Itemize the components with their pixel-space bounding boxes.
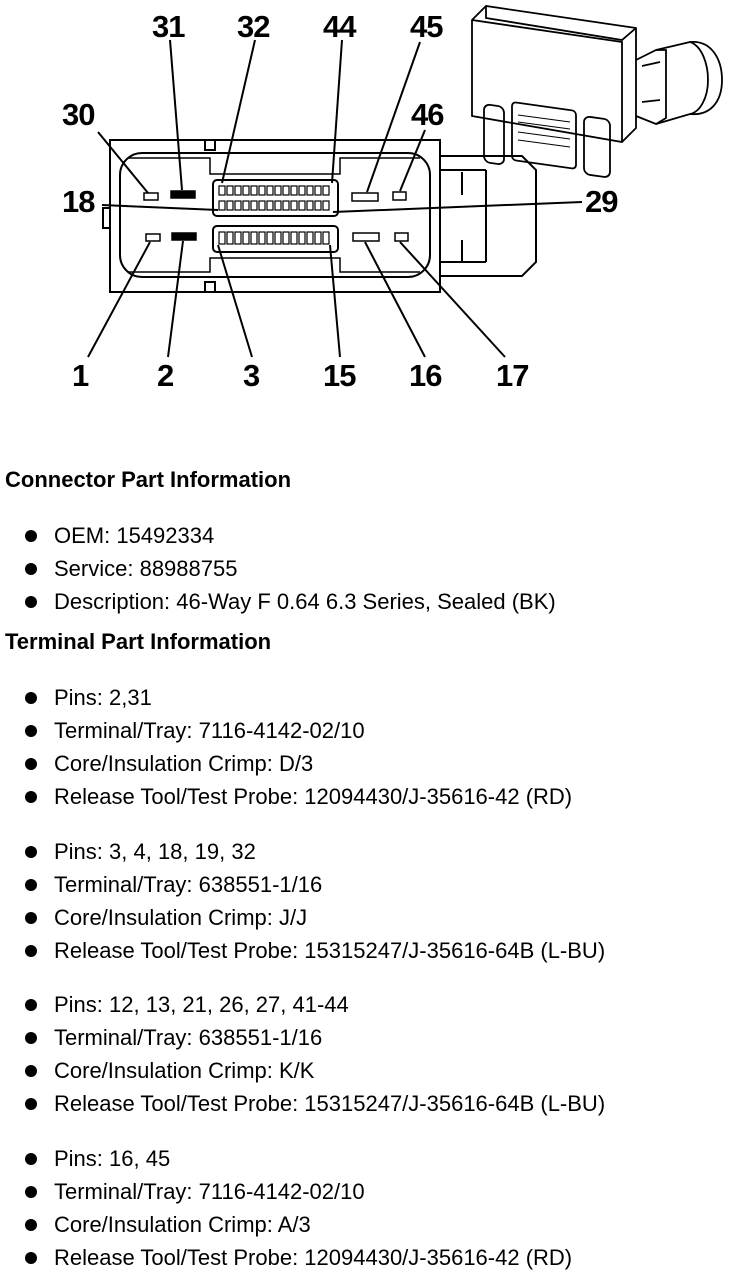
pin-cavity [323, 186, 329, 195]
list-item: Release Tool/Test Probe: 15315247/J-35616-64B (L-BU) [0, 1087, 605, 1120]
pin-cavity [259, 232, 265, 244]
pin-cavity [323, 201, 329, 210]
list-item: Core/Insulation Crimp: J/J [0, 901, 605, 934]
list-item: Pins: 2,31 [0, 681, 572, 714]
pin-cavity [291, 186, 297, 195]
cavity-30 [144, 193, 158, 200]
pin-cavity [235, 232, 241, 244]
pin-cavity [259, 186, 265, 195]
leader-32 [222, 40, 255, 183]
list-item: Core/Insulation Crimp: A/3 [0, 1208, 572, 1241]
pin-cavity [291, 232, 297, 244]
pin-cavity [267, 232, 273, 244]
pin-cavity [299, 232, 305, 244]
pin-cavity [235, 201, 241, 210]
left-tab [103, 208, 110, 228]
list-item: Description: 46-Way F 0.64 6.3 Series, Sealed (BK) [0, 585, 556, 618]
list-item: Pins: 3, 4, 18, 19, 32 [0, 835, 605, 868]
terminal-group-3 [0, 988, 605, 1120]
notch-bottom [205, 282, 215, 292]
leader-2 [168, 241, 183, 357]
terminal-group-1 [0, 681, 572, 813]
pin-cavity [275, 201, 281, 210]
list-item: Release Tool/Test Probe: 12094430/J-35616-42 (RD) [0, 1241, 572, 1274]
cable-boss [440, 156, 536, 276]
pin-cavity [315, 232, 321, 244]
cavity-1 [146, 234, 160, 241]
label-29: 29 [585, 184, 618, 219]
label-31: 31 [152, 9, 185, 44]
leader-3 [218, 245, 252, 357]
pin-cavity [227, 186, 233, 195]
list-item: Terminal/Tray: 638551-1/16 [0, 1021, 605, 1054]
label-1: 1 [72, 358, 89, 393]
pin-cavity [307, 186, 313, 195]
pin-cavity [219, 186, 225, 195]
label-2: 2 [157, 358, 174, 393]
pin-cavity [267, 186, 273, 195]
label-30: 30 [62, 97, 95, 132]
pin-cavity [283, 186, 289, 195]
pin-cavity [219, 201, 225, 210]
label-18: 18 [62, 184, 95, 219]
label-44: 44 [323, 9, 356, 44]
leader-29 [333, 202, 582, 212]
terminal-part-info-title: Terminal Part Information [5, 629, 272, 654]
list-item: Release Tool/Test Probe: 12094430/J-35616-42 (RD) [0, 780, 572, 813]
pin-cavity [283, 232, 289, 244]
list-item: Service: 88988755 [0, 552, 556, 585]
connector-isometric-thumbnail [472, 6, 722, 178]
pin-cavity [323, 232, 329, 244]
notch-top [205, 140, 215, 150]
pin-cavity [267, 201, 273, 210]
list-item: Terminal/Tray: 638551-1/16 [0, 868, 605, 901]
list-item: Core/Insulation Crimp: K/K [0, 1054, 605, 1087]
pin-cavity [299, 186, 305, 195]
pin-cavity [235, 186, 241, 195]
pin-cavity [275, 186, 281, 195]
cavity-16 [353, 233, 379, 241]
list-item: Pins: 16, 45 [0, 1142, 572, 1175]
list-item: Terminal/Tray: 7116-4142-02/10 [0, 714, 572, 747]
cavity-17 [395, 233, 408, 241]
pin-cavity [251, 186, 257, 195]
label-45: 45 [410, 9, 443, 44]
connector-info-list [0, 519, 556, 618]
terminal-group-4 [0, 1142, 572, 1274]
pin-cavity [315, 201, 321, 210]
pin-cavity [299, 201, 305, 210]
cavity-2 [172, 233, 196, 240]
list-item: Pins: 12, 13, 21, 26, 27, 41-44 [0, 988, 605, 1021]
leader-1 [88, 242, 150, 357]
leader-31 [170, 40, 182, 190]
upper-pin-block [213, 180, 338, 216]
leader-15 [330, 245, 340, 357]
cavity-46 [393, 192, 406, 200]
pin-cavity [219, 232, 225, 244]
label-15: 15 [323, 358, 356, 393]
pin-cavity [251, 201, 257, 210]
label-3: 3 [243, 358, 260, 393]
upper-cavities [219, 186, 329, 210]
pin-cavity [243, 186, 249, 195]
pin-cavity [243, 201, 249, 210]
lower-cavities [219, 232, 329, 244]
pin-cavity [275, 232, 281, 244]
pin-cavity [307, 232, 313, 244]
list-item: OEM: 15492334 [0, 519, 556, 552]
cavity-45 [352, 193, 378, 201]
list-item: Release Tool/Test Probe: 15315247/J-35616-64B (L-BU) [0, 934, 605, 967]
terminal-group-2 [0, 835, 605, 967]
pin-cavity [291, 201, 297, 210]
label-32: 32 [237, 9, 270, 44]
pin-cavity [307, 201, 313, 210]
cavity-31 [171, 191, 195, 198]
pin-cavity [251, 232, 257, 244]
pin-cavity [283, 201, 289, 210]
pin-cavity [227, 232, 233, 244]
list-item: Terminal/Tray: 7116-4142-02/10 [0, 1175, 572, 1208]
list-item: Core/Insulation Crimp: D/3 [0, 747, 572, 780]
label-46: 46 [411, 97, 444, 132]
connector-part-info-title: Connector Part Information [5, 467, 292, 492]
pin-cavity [315, 186, 321, 195]
label-16: 16 [409, 358, 442, 393]
pin-cavity [227, 201, 233, 210]
pin-cavity [243, 232, 249, 244]
pin-cavity [259, 201, 265, 210]
leader-30 [98, 132, 148, 193]
connector-diagram [0, 0, 736, 410]
label-17: 17 [496, 358, 529, 393]
